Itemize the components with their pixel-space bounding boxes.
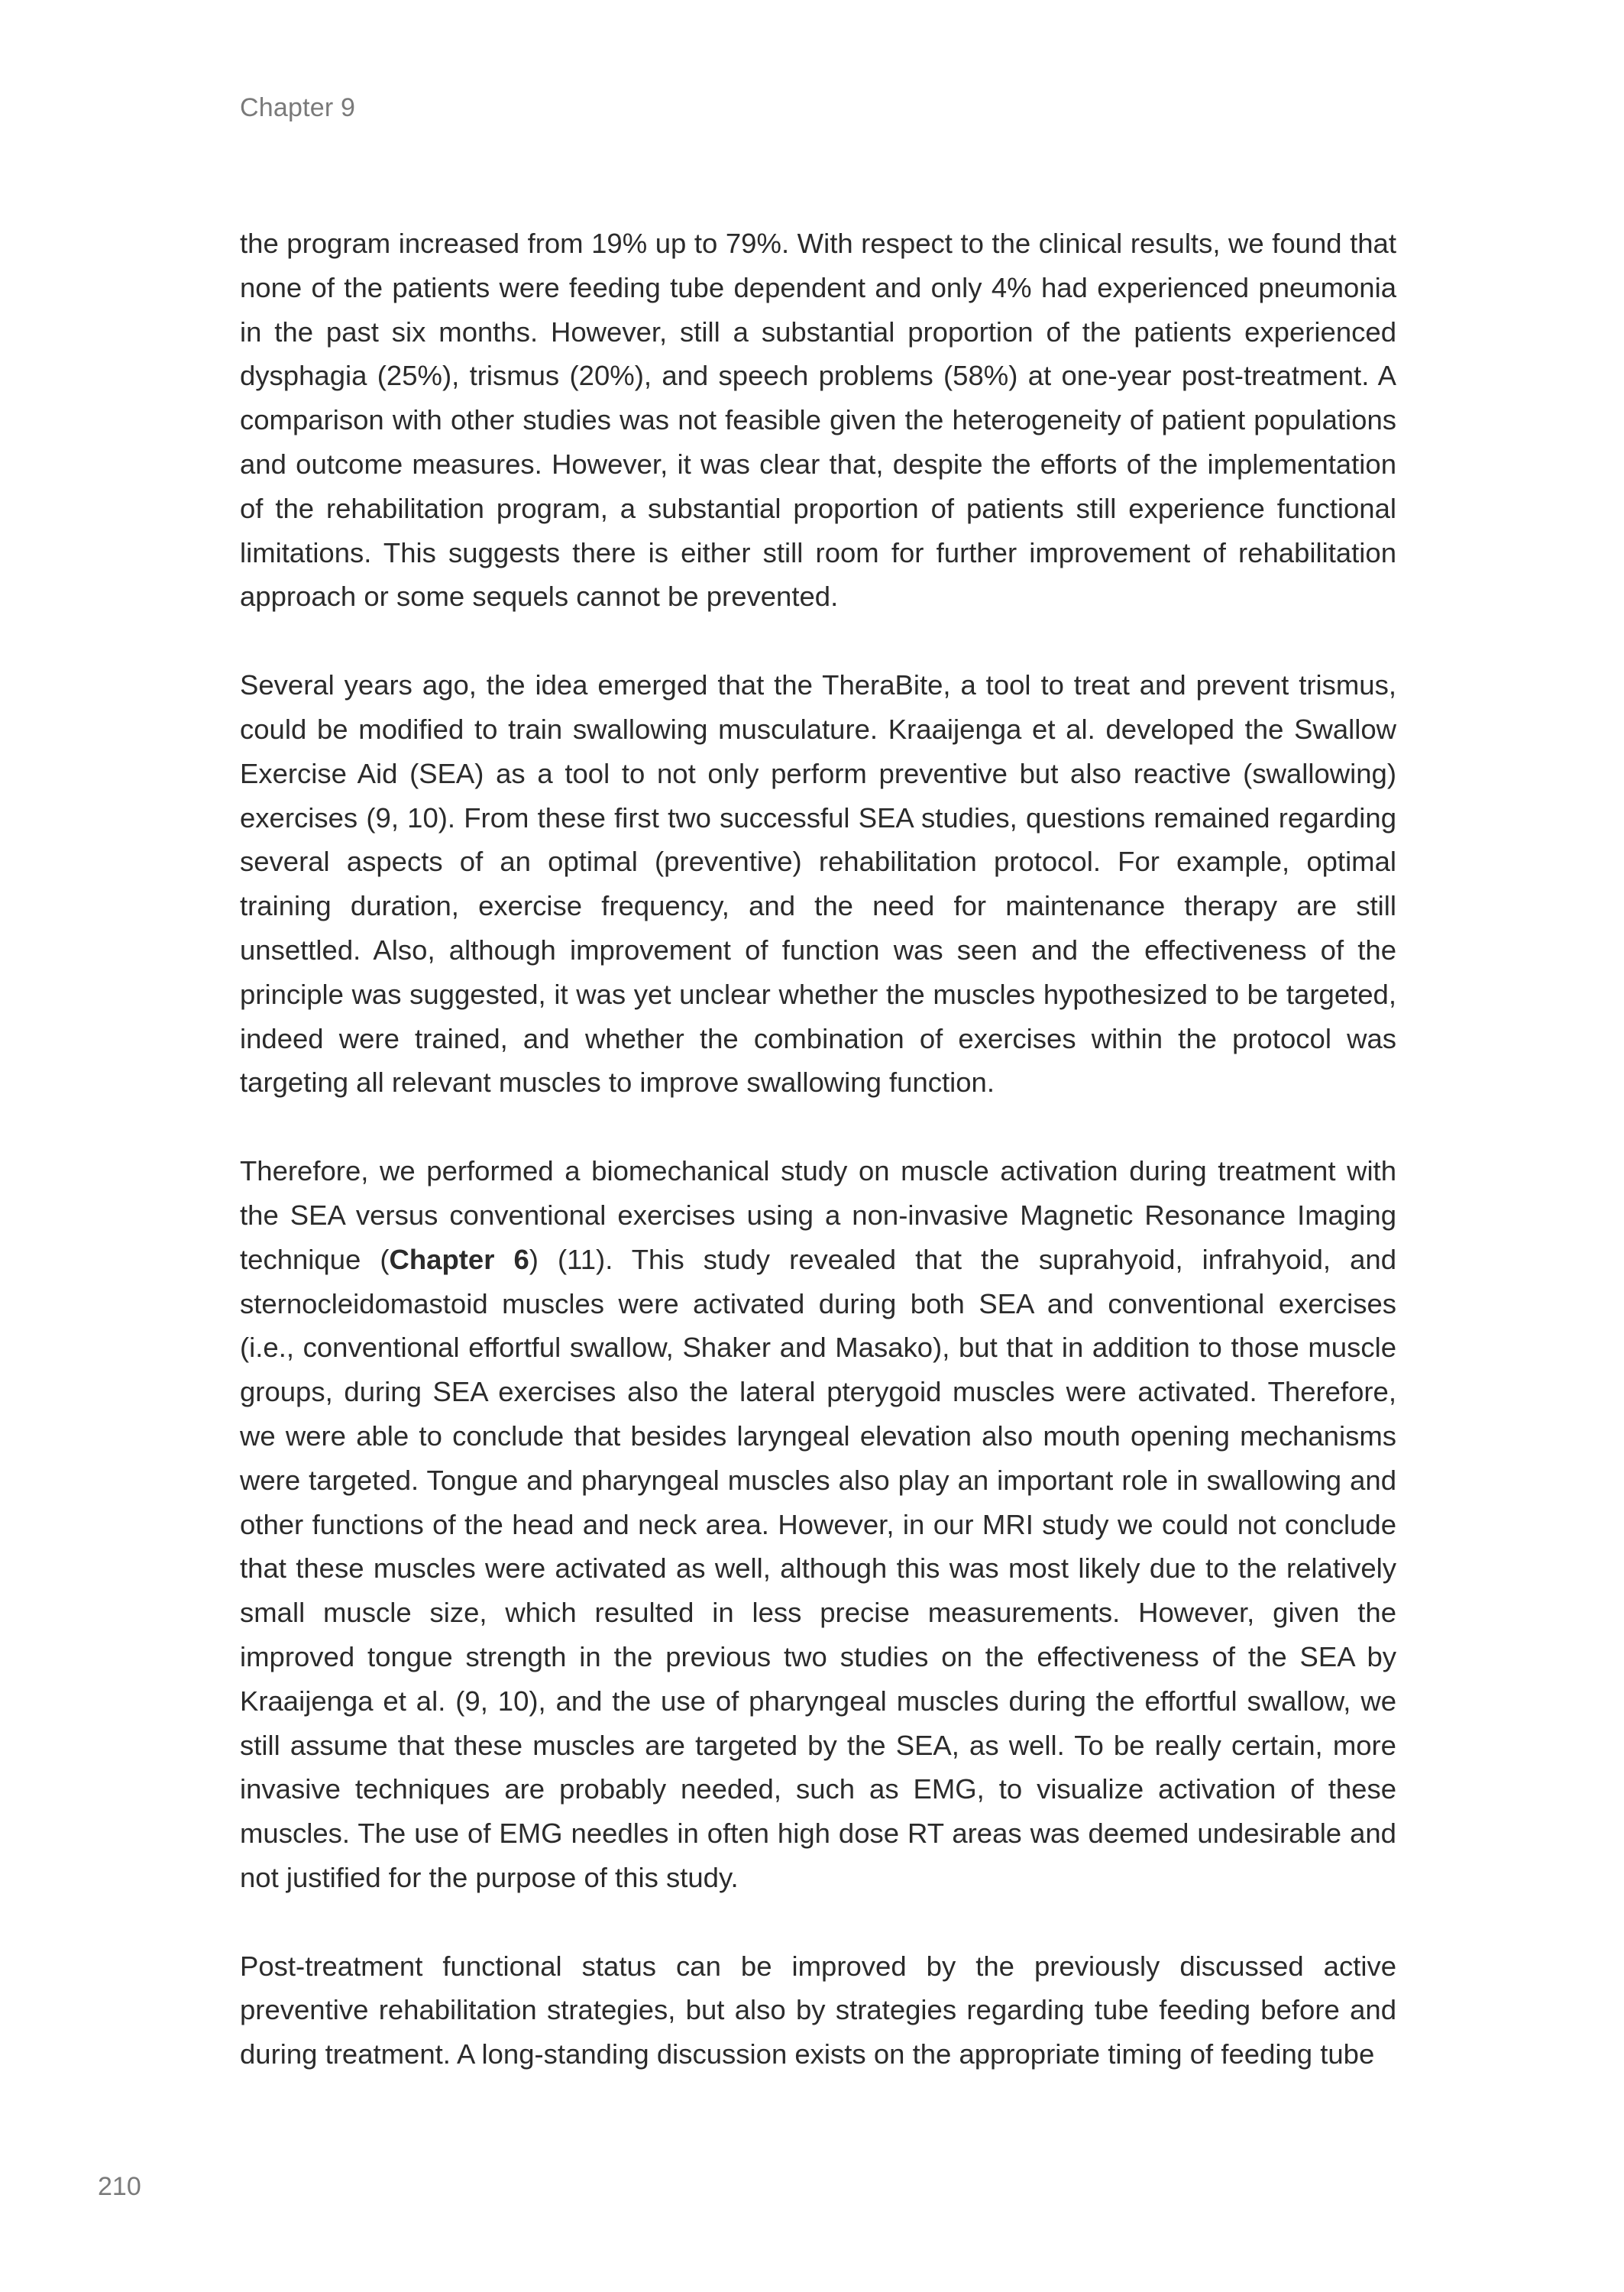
paragraph-3-text-before: Therefore, we performed a biomechanical study on muscle activation during treatment with the SEA versus conventional exercises using a non-invasive Magnetic Resonance Imaging technique ( [240,1155,1396,1275]
running-header-chapter: Chapter 9 [240,93,356,122]
paragraph-post-treatment: Post-treatment functional status can be improved by the previously discussed active preventive rehabilitation strategies, but also by strategies regarding tube feeding before and during treatment. A long-standing discussion exists on the appropriate timing of feeding tube [240,1950,1396,2070]
paragraph-sea-development: Several years ago, the idea emerged that the TheraBite, a tool to treat and prevent trismus, could be modified to train swallowing musculature. Kraaijenga et al. developed the Swallow Exercise Aid (SEA) as a tool to not only perform preventive but also reactive (swallowing) exercises (9, 10). From these first two successful SEA studies, questions remained regarding several aspects of an optimal (preventive) rehabilitation protocol. For example, optimal training duration, exercise frequency, and the need for maintenance therapy are still unsettled. Also, although improvement of function was seen and the effectiveness of the principle was suggested, it was yet unclear whether the muscles hypothesized to be targeted, indeed were trained, and whether the combination of exercises within the protocol was targeting all relevant muscles to improve swallowing function. [240,669,1396,1099]
page-number: 210 [98,2172,141,2201]
chapter-reference: Chapter 6 [389,1243,529,1275]
paragraph-3-text-after: ) (11). This study revealed that the suprahyoid, infrahyoid, and sternocleidomastoid muscles were activated during both SEA and conventional exercises (i.e., conventional effortful swallow, Shaker and Masako), but that in addition to those muscle groups, during SEA exercises also the lateral pterygoid muscles were activated. Therefore, we were able to conclude that besides laryngeal elevation also mouth opening mechanisms were targeted. Tongue and pharyngeal muscles also play an important role in swallowing and other functions of the head and neck area. However, in our MRI study we could not conclude that these muscles were activated as well, although this was most likely due to the relatively small muscle size, which resulted in less precise measurements. However, given the improved tongue strength in the previous two studies on the effectiveness of the SEA by Kraaijenga et al. (9, 10), and the use of pharyngeal muscles during the effortful swallow, we still assume that these muscles are targeted by the SEA, as well. To be really certain, more invasive techniques are probably needed, such as EMG, to visualize activation of these muscles. The use of EMG needles in often high dose RT areas was deemed undesirable and not justified for the purpose of this study. [240,1243,1397,1893]
paragraph-biomechanical-study [240,1149,1396,1900]
body-text [240,222,1396,2121]
paragraph-program-results: the program increased from 19% up to 79%. With respect to the clinical results, we found that none of the patients were feeding tube dependent and only 4% had experienced pneumonia in the past six months. However, still a substantial proportion of the patients experienced dysphagia (25%), trismus (20%), and speech problems (58%) at one-year post-treatment. A comparison with other studies was not feasible given the heterogeneity of patient populations and outcome measures. However, it was clear that, despite the efforts of the implementation of the rehabilitation program, a substantial proportion of patients still experience functional limitations. This suggests there is either still room for further improvement of rehabilitation approach or some sequels cannot be prevented. [240,228,1396,613]
